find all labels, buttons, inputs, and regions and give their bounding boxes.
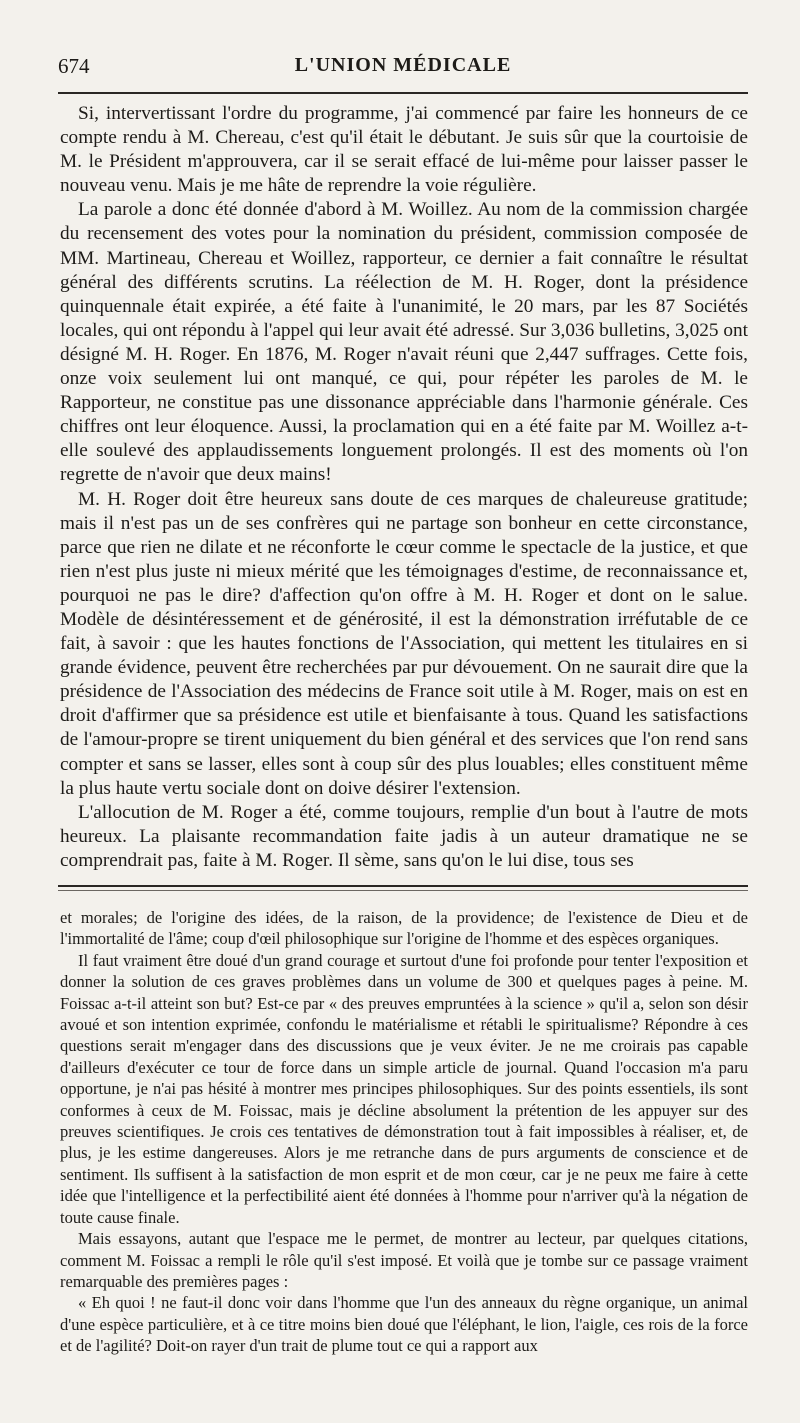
article-paragraph: M. H. Roger doit être heureux sans doute de ces marques de chaleureuse gratitude; mais il n'est pas un de ses confrères qui ne partage son bonheur en cette circonstance, parce que rien ne dilate et ne réconforte le cœur comme le spectacle de la justice, et que rien n'est plus juste ni mieux mérité que les témoignages d'estime, de reconnaissance et, pourquoi ne pas le dire? d'affection qu'on offre à M. H. Roger et dont on le salue. Modèle de désintéressement et de générosité, il est la démonstration irréfutable de ce fait, à savoir : que les hautes fonctions de l'Association, qui mettent les titulaires en si grande évidence, peuvent être recherchées par pur dévouement. On ne saurait dire que la présidence de l'Association des médecins de France soit utile à M. Roger, mais on est en droit d'affirmer que sa présidence est utile et bienfaisante à tous. Quand les satisfactions de l'amour-propre se tirent uniquement du bien général et des services que l'on rend sans compter et sans se lasser, elles sont à coup sûr des plus louables; elles constituent même la plus haute vertu sociale dont on doive désirer l'extension. (60, 488, 748, 799)
journal-title: L'UNION MÉDICALE (294, 54, 512, 76)
main-article (60, 102, 748, 873)
feuilleton-paragraph: Mais essayons, autant que l'espace me le permet, de montrer au lecteur, par quelques citations, comment M. Foissac a rempli le rôle qu'il s'est imposé. Et voilà que je tombe sur ce passage vraiment remarquable des premières pages : (60, 1229, 748, 1291)
header-rule (58, 92, 748, 94)
article-paragraph: L'allocution de M. Roger a été, comme toujours, remplie d'un bout à l'autre de mots heureux. La plaisante recommandation faite jadis à un auteur dramatique ne se comprendrait pas, faite à M. Roger. Il sème, sans qu'on le lui dise, tous ses (60, 801, 748, 871)
feuilleton-paragraph: « Eh quoi ! ne faut-il donc voir dans l'homme que l'un des anneaux du règne organique, un animal d'une espèce particulière, et à ce titre moins bien doué que l'éléphant, le lion, l'aigle, ces rois de la force et de l'agilité? Doit-on rayer d'un trait de plume tout ce qui a rapport aux (60, 1293, 748, 1356)
feuilleton-paragraph: Il faut vraiment être doué d'un grand courage et surtout d'une foi profonde pour tenter l'exposition et donner la solution de ces graves problèmes dans un volume de 300 et quelques pages à peine. M. Foissac a-t-il atteint son but? Est-ce par « des preuves empruntées à la science » qu'il a, selon son désir avoué et son intention exprimée, confondu le matérialisme et rétabli le spiritualisme? Répondre à ces questions serait m'engager dans des discussions que je veux éviter. Je ne me croirais pas capable d'ailleurs d'exécuter ce tour de force dans un simple article de journal. Quand l'occasion m'a paru opportune, je n'ai pas hésité à montrer mes principes philosophiques. Sur des points essentiels, ils sont conformes à ceux de M. Foissac, mais je décline absolument la prétention de les appuyer sur des preuves scientifiques. Je crois ces tentatives de démonstration tout à fait impossibles à réaliser, et, de plus, je les estime dangereuses. Alors je me retranche dans de purs arguments de conscience et de sentiment. Ils suffisent à la satisfaction de mon esprit et de mon cœur, car je ne peux me faire à cette idée que l'intelligence et la perfectibilité aient été données à l'homme pour n'arriver qu'à la négation de toute cause finale. (60, 950, 748, 1227)
feuilleton-separator (58, 885, 748, 887)
feuilleton-separator-thin (58, 890, 748, 891)
page-header (58, 50, 748, 84)
feuilleton-text (60, 907, 748, 1357)
feuilleton-paragraph: et morales; de l'origine des idées, de la raison, de la providence; de l'existence de Dieu et de l'immortalité de l'âme; coup d'œil philosophique sur l'origine de l'homme et des espèces organiques. (60, 908, 748, 949)
article-paragraph: Si, intervertissant l'ordre du programme, j'ai commencé par faire les honneurs de ce compte rendu à M. Chereau, c'est qu'il était le débutant. Je suis sûr que la courtoisie de M. le Président m'approuvera, car il se serait effacé de lui-même pour laisser passer le nouveau venu. Mais je me hâte de reprendre la voie régulière. (60, 103, 748, 197)
page-number: 674 (58, 54, 90, 78)
article-paragraph: La parole a donc été donnée d'abord à M. Woillez. Au nom de la commission chargée du recensement des votes pour la nomination du président, commission composée de MM. Martineau, Chereau et Woillez, rapporteur, ce dernier a fait connaître le résultat général des différents scrutins. La réélection de M. H. Roger, dont la présidence quinquennale était expirée, a été faite à l'unanimité, le 20 mars, par les 87 Sociétés locales, qui ont répondu à l'appel qui leur avait été adressé. Sur 3,036 bulletins, 3,025 ont désigné M. H. Roger. En 1876, M. Roger n'avait réuni que 2,447 suffrages. Cette fois, onze voix seulement lui ont manqué, ce qui, pour répéter les paroles de M. le Rapporteur, ne constitue pas une dissonance appréciable dans l'harmonie générale. Ces chiffres ont leur éloquence. Aussi, la proclamation qui en a été faite par M. Woillez a-t-elle soulevé des applaudissements longuement prolongés. Il est des moments où l'on regrette de n'avoir que deux mains! (60, 199, 748, 486)
